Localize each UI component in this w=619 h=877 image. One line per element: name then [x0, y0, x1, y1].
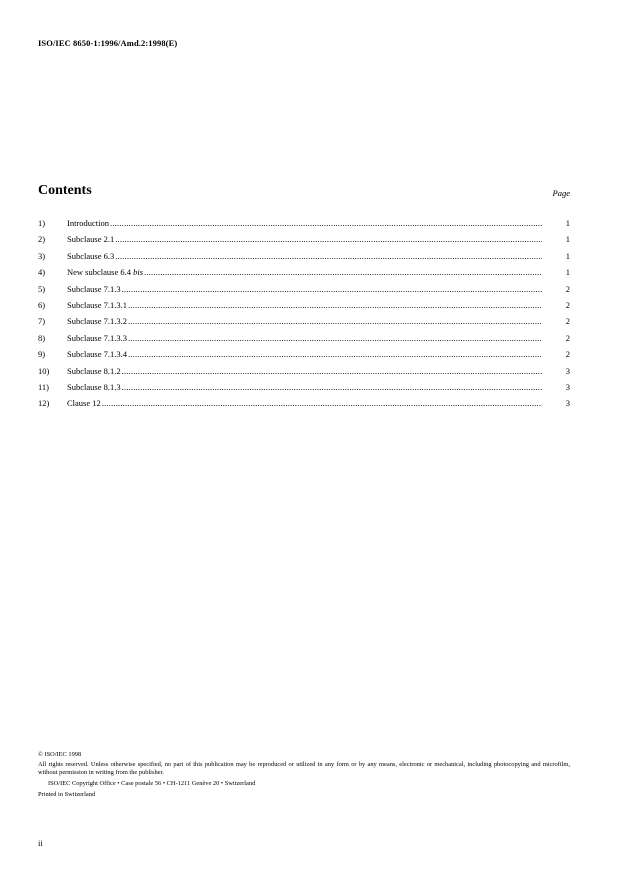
toc-entry-title: [67, 363, 122, 379]
toc-entry[interactable]: [38, 264, 570, 280]
toc-entry-page: 2: [565, 283, 570, 294]
toc-entry-page: 1: [565, 250, 570, 261]
toc-entry-number: 5): [38, 283, 46, 294]
toc-dot-leader: [128, 346, 542, 362]
toc-entry-number: 8): [38, 332, 46, 343]
toc-entry-title: [67, 395, 102, 411]
toc-entry-title: [67, 231, 115, 247]
toc-entry-number: 2): [38, 234, 46, 245]
toc-entry-title-text: Subclause 6.3: [67, 250, 115, 261]
toc-dot-leader: [128, 313, 542, 329]
toc-entry-page: 3: [565, 365, 570, 376]
toc-entry-page: 1: [565, 234, 570, 245]
toc-entry-number: 9): [38, 349, 46, 360]
toc-entry-title-italic: bis: [133, 267, 144, 278]
toc-entry-page: 2: [565, 349, 570, 360]
toc-dot-leader: [122, 363, 542, 379]
toc-entry-title-text: Subclause 7.1.3.1: [67, 299, 127, 310]
toc-entry-title: [67, 346, 128, 362]
toc-entry-title-text: Subclause 8.1.2: [67, 365, 121, 376]
toc-entry[interactable]: [38, 215, 570, 231]
toc-entry-number: 10): [38, 365, 50, 376]
toc-dot-leader: [115, 248, 542, 264]
document-header: ISO/IEC 8650-1:1996/Amd.2:1998(E): [38, 38, 178, 48]
toc-entry-title-text: Subclause 2.1: [67, 234, 115, 245]
toc-dot-leader: [122, 281, 542, 297]
toc-entry-page: 1: [565, 267, 570, 278]
toc-entry-page: 2: [565, 299, 570, 310]
toc-entry-title-text: New subclause 6.4: [67, 267, 134, 278]
toc-entry[interactable]: [38, 395, 570, 411]
toc-entry[interactable]: [38, 297, 570, 313]
toc-entry-page: 3: [565, 398, 570, 409]
toc-entry[interactable]: [38, 231, 570, 247]
toc-entry-number: 6): [38, 299, 46, 310]
toc-entry-title: [67, 248, 115, 264]
page-column-label: Page: [552, 188, 570, 198]
toc-entry[interactable]: [38, 379, 570, 395]
copyright-office-address: ISO/IEC Copyright Office • Case postale 56 • CH-1211 Genève 20 • Switzerland: [48, 780, 256, 787]
toc-entry-title-text: Subclause 7.1.3.3: [67, 332, 127, 343]
toc-entry[interactable]: [38, 281, 570, 297]
rights-statement: All rights reserved. Unless otherwise specified, no part of this publication may be reproduced or utilized in any form or by any means, electronic or mechanical, including photocopying and microfilm, without permission in writing from the publisher.: [38, 761, 570, 776]
toc-entry-title-text: Subclause 7.1.3.2: [67, 316, 127, 327]
toc-entry-page: 3: [565, 381, 570, 392]
copyright-footer: [38, 751, 570, 799]
copyright-line: © ISO/IEC 1998: [38, 751, 82, 758]
toc-dot-leader: [122, 379, 542, 395]
toc-entry[interactable]: [38, 363, 570, 379]
toc-entry-number: 1): [38, 218, 46, 228]
toc-entry-number: 4): [38, 267, 46, 278]
toc-entry-title: [67, 313, 128, 329]
toc-entry-title: [67, 330, 128, 346]
toc-entry-number: 11): [38, 381, 50, 392]
toc-entry-page: 2: [565, 332, 570, 343]
printed-location: Printed in Switzerland: [38, 791, 96, 798]
toc-entry-number: 12): [38, 398, 50, 409]
toc-entry-title-text: Subclause 8.1.3: [67, 381, 121, 392]
toc-entry-page: 2: [565, 316, 570, 327]
toc-entry-title-text: Subclause 7.1.3: [67, 283, 121, 294]
toc-entry-number: 3): [38, 250, 46, 261]
toc-entry-page: 1: [565, 218, 570, 228]
toc-dot-leader: [128, 297, 542, 313]
toc-entry-title-text: Subclause 7.1.3.4: [67, 349, 127, 360]
table-of-contents: [38, 215, 570, 412]
toc-dot-leader: [102, 395, 542, 411]
toc-entry-title: [67, 281, 122, 297]
toc-entry[interactable]: [38, 248, 570, 264]
page-number: ii: [38, 838, 43, 848]
toc-entry[interactable]: [38, 330, 570, 346]
toc-entry-title-text: Introduction: [67, 218, 110, 228]
contents-heading: Contents: [38, 183, 92, 198]
toc-entry[interactable]: [38, 346, 570, 362]
toc-entry[interactable]: [38, 313, 570, 329]
toc-entry-title: [67, 264, 144, 280]
toc-entry-title: [67, 215, 110, 231]
toc-entry-number: 7): [38, 316, 46, 327]
toc-dot-leader: [144, 264, 542, 280]
toc-dot-leader: [128, 330, 542, 346]
toc-dot-leader: [115, 231, 542, 247]
toc-entry-title: [67, 297, 128, 313]
toc-entry-title-text: Clause 12: [67, 398, 101, 409]
toc-dot-leader: [110, 215, 542, 231]
toc-entry-title: [67, 379, 122, 395]
